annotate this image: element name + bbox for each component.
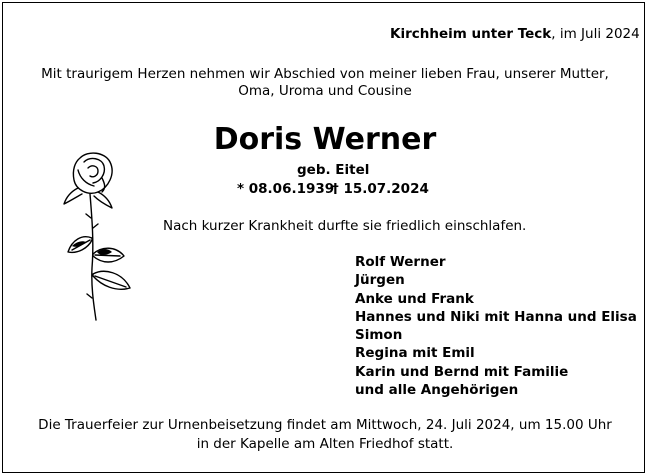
deceased-name: Doris Werner: [213, 122, 437, 157]
header-date: , im Juli 2024: [551, 26, 640, 42]
intro-line-1: Mit traurigem Herzen nehmen wir Abschied von meiner lieben Frau, unserer Mutter,: [41, 66, 609, 82]
birth-date: * 08.06.1939: [237, 181, 335, 197]
mourner-item: Regina mit Emil: [355, 345, 475, 362]
death-date: † 15.07.2024: [332, 181, 429, 197]
birth-name: geb. Eitel: [297, 162, 370, 178]
rose-icon: [50, 148, 140, 323]
mourner-item: Anke und Frank: [355, 290, 474, 307]
mourner-item: Rolf Werner: [355, 254, 446, 270]
funeral-line-1: Die Trauerfeier zur Urnenbeisetzung findet am Mittwoch, 24. Juli 2024, um 15.00 Uhr: [38, 417, 612, 433]
mourners-list: [355, 253, 637, 399]
mourner-item: Hannes und Niki mit Hanna und Elisa: [355, 308, 637, 325]
mourner-item: Jürgen: [355, 272, 405, 289]
mourner-item: Simon: [355, 327, 403, 344]
mourner-item: und alle Angehörigen: [355, 382, 519, 399]
intro-line-2: Oma, Uroma und Cousine: [238, 83, 412, 99]
funeral-line-2: in der Kapelle am Alten Friedhof statt.: [196, 436, 454, 452]
mourner-item: Karin und Bernd mit Familie: [355, 363, 569, 380]
header-place: Kirchheim unter Teck: [390, 26, 552, 42]
header-place-date: [390, 26, 640, 43]
message: Nach kurzer Krankheit durfte sie friedlich einschlafen.: [163, 218, 527, 234]
